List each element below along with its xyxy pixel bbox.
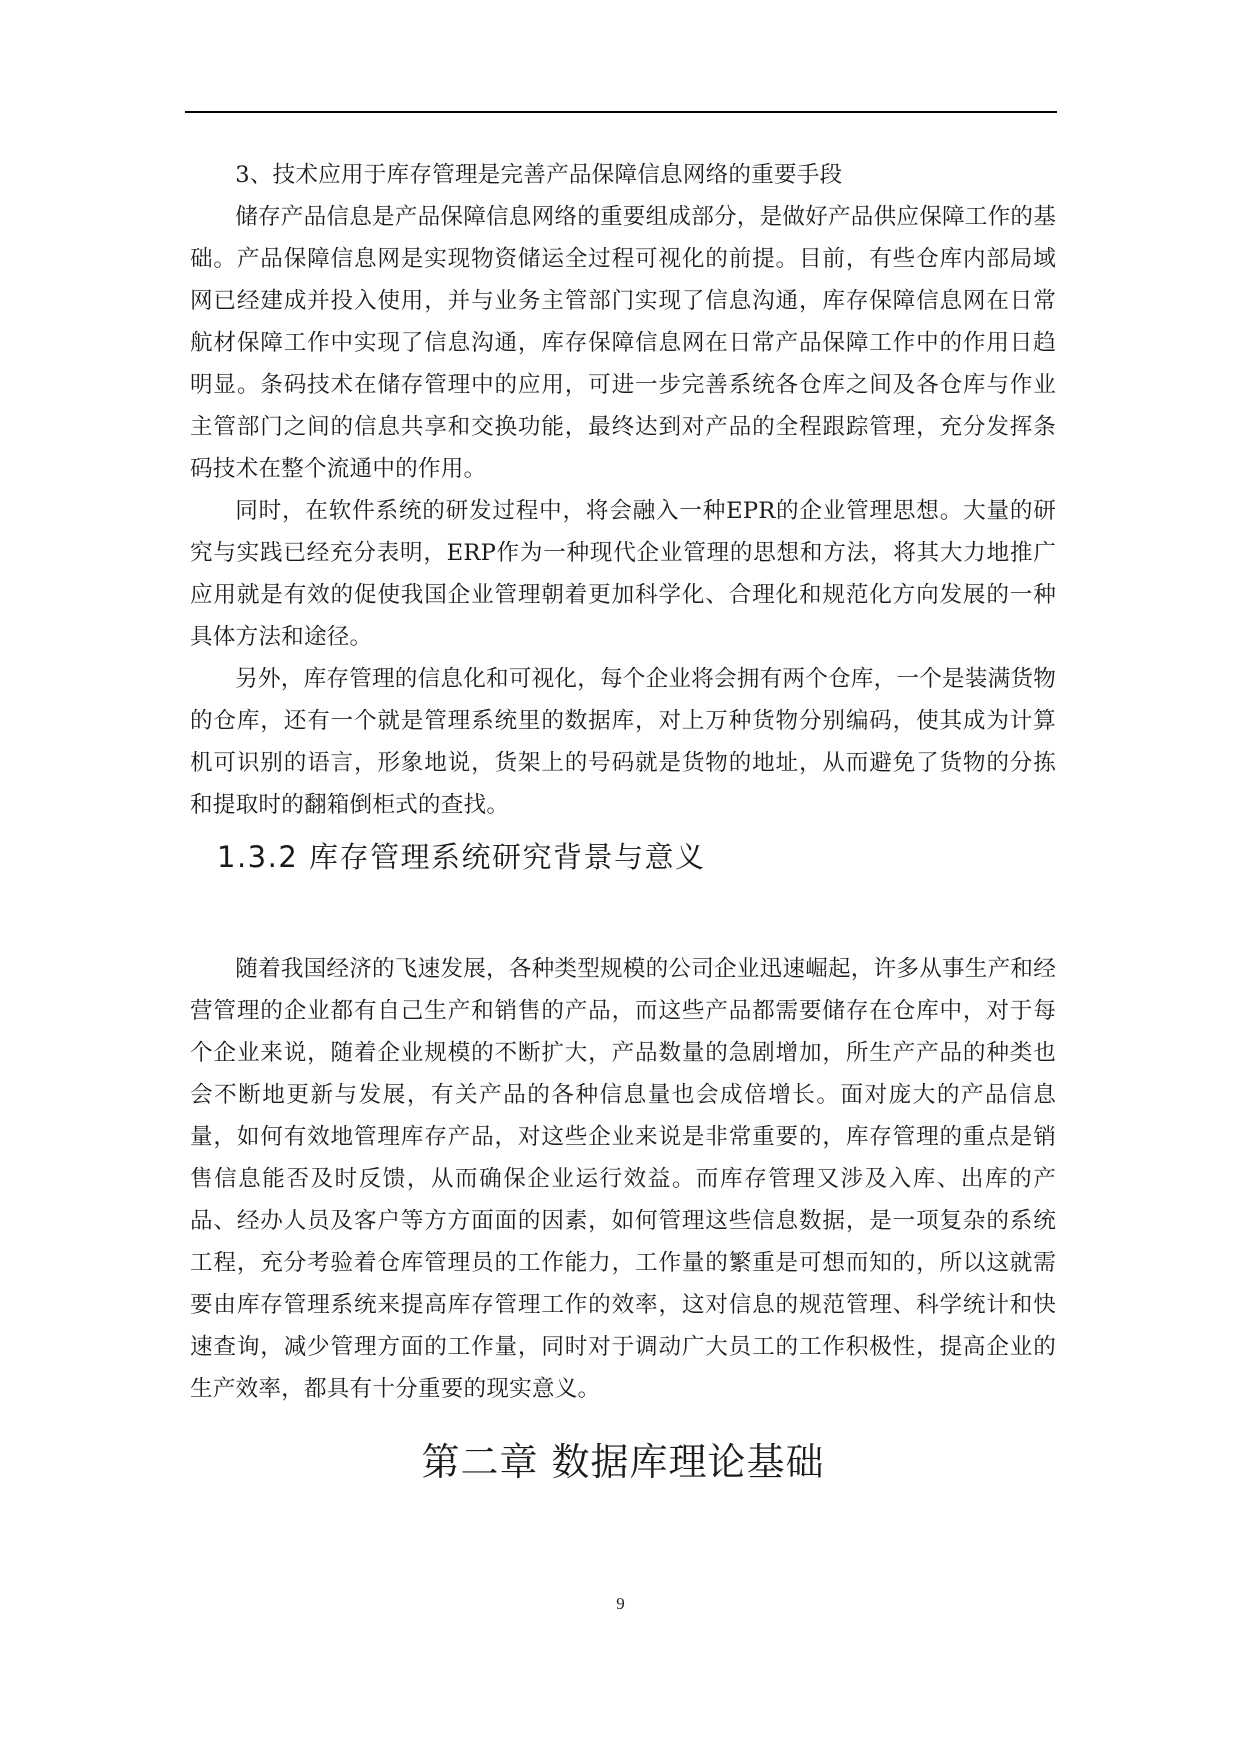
heading-spacer	[190, 878, 1056, 948]
paragraph-product-info: 储存产品信息是产品保障信息网络的重要组成部分，是做好产品供应保障工作的基础。产品保障信息网是实现物资储运全过程可视化的前提。目前，有些仓库内部局域网已经建成并投入使用，并与业务主管部门实现了信息沟通，库存保障信息网在日常航材保障工作中实现了信息沟通，库存保障信息网在日常产品保障工作中的作用日趋明显。条码技术在储存管理中的应用，可进一步完善系统各仓库之间及各仓库与作业主管部门之间的信息共享和交换功能，最终达到对产品的全程跟踪管理，充分发挥条码技术在整个流通中的作用。	[190, 204, 1056, 482]
chapter-title: 第二章 数据库理论基础	[421, 1440, 825, 1484]
header-rule	[185, 111, 1057, 113]
page-body	[190, 154, 1056, 1486]
paragraph-warehouse: 另外，库存管理的信息化和可视化，每个企业将会拥有两个仓库，一个是装满货物的仓库，还有一个就是管理系统里的数据库，对上万种货物分别编码，使其成为计算机可识别的语言，形象地说，货架上的号码就是货物的地址，从而避免了货物的分拣和提取时的翻箱倒柜式的查找。	[190, 666, 1056, 818]
page-number: 9	[616, 1594, 625, 1613]
section-item-heading: 3、技术应用于库存管理是完善产品保障信息网络的重要手段	[235, 162, 843, 188]
paragraph-erp: 同时，在软件系统的研发过程中，将会融入一种EPR的企业管理思想。大量的研究与实践已经充分表明，ERP作为一种现代企业管理的思想和方法，将其大力地推广应用就是有效的促使我国企业管理朝着更加科学化、合理化和规范化方向发展的一种具体方法和途径。	[190, 498, 1056, 650]
paragraph-background: 随着我国经济的飞速发展，各种类型规模的公司企业迅速崛起，许多从事生产和经营管理的企业都有自己生产和销售的产品，而这些产品都需要储存在仓库中，对于每个企业来说，随着企业规模的不断扩大，产品数量的急剧增加，所生产产品的种类也会不断地更新与发展，有关产品的各种信息量也会成倍增长。面对庞大的产品信息量，如何有效地管理库存产品，对这些企业来说是非常重要的，库存管理的重点是销售信息能否及时反馈，从而确保企业运行效益。而库存管理又涉及入库、出库的产品、经办人员及客户等方方面面的因素，如何管理这些信息数据，是一项复杂的系统工程，充分考验着仓库管理员的工作能力，工作量的繁重是可想而知的，所以这就需要由库存管理系统来提高库存管理工作的效率，这对信息的规范管理、科学统计和快速查询，减少管理方面的工作量，同时对于调动广大员工的工作积极性，提高企业的生产效率，都具有十分重要的现实意义。	[190, 956, 1056, 1402]
section-heading-1-3-2: 1.3.2 库存管理系统研究背景与意义	[217, 840, 706, 874]
